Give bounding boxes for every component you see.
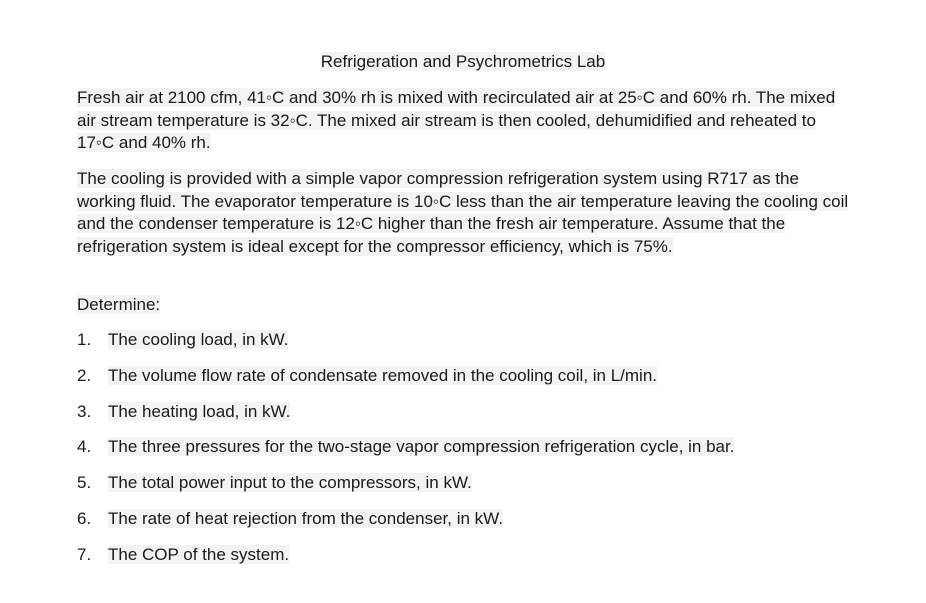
problem-paragraph-1 — [77, 87, 857, 155]
question-number: 7. — [77, 544, 92, 564]
question-text: The volume flow rate of condensate removed in the cooling coil, in L/min. — [108, 365, 658, 385]
question-text: The cooling load, in kW. — [108, 330, 289, 349]
question-list — [77, 329, 734, 580]
question-item-3 — [77, 401, 734, 437]
determine-heading — [77, 294, 160, 316]
question-item-4 — [77, 436, 734, 472]
paragraph-2-text: The cooling is provided with a simple vapor compression refrigeration system using R717 as the working fluid. The evaporator temperature is 10◦C less than the air temperature leaving the cooling coil and the condenser temperature is 12◦C higher than the fresh air temperature. Assume that the refrigeration system is ideal except for the compressor efficiency, which is 75%. — [77, 169, 849, 256]
determine-label: Determine: — [77, 295, 161, 314]
document-title — [0, 51, 926, 73]
question-item-2 — [77, 365, 734, 401]
question-number: 4. — [77, 437, 92, 457]
question-number: 2. — [77, 365, 92, 385]
question-text: The rate of heat rejection from the condenser, in kW. — [108, 508, 503, 528]
problem-paragraph-2 — [77, 168, 857, 258]
question-number: 1. — [77, 330, 92, 349]
title-text: Refrigeration and Psychrometrics Lab — [320, 52, 606, 71]
question-item-6 — [77, 508, 734, 544]
question-text: The heating load, in kW. — [108, 401, 291, 421]
question-text: The three pressures for the two-stage vapor compression refrigeration cycle, in bar. — [108, 437, 735, 457]
paragraph-1-text: Fresh air at 2100 cfm, 41◦C and 30% rh is mixed with recirculated air at 25◦C and 60% rh. The mixed air stream temperature is 32◦C. The mixed air stream is then cooled, dehumidified and reheated to 17◦C and 40% rh. — [77, 88, 836, 153]
question-item-7 — [77, 544, 734, 580]
question-item-5 — [77, 472, 734, 508]
question-item-1 — [77, 329, 734, 365]
question-number: 3. — [77, 401, 92, 421]
question-number: 6. — [77, 508, 92, 528]
question-number: 5. — [77, 473, 92, 493]
question-text: The COP of the system. — [108, 544, 290, 564]
question-text: The total power input to the compressors, in kW. — [108, 473, 472, 493]
